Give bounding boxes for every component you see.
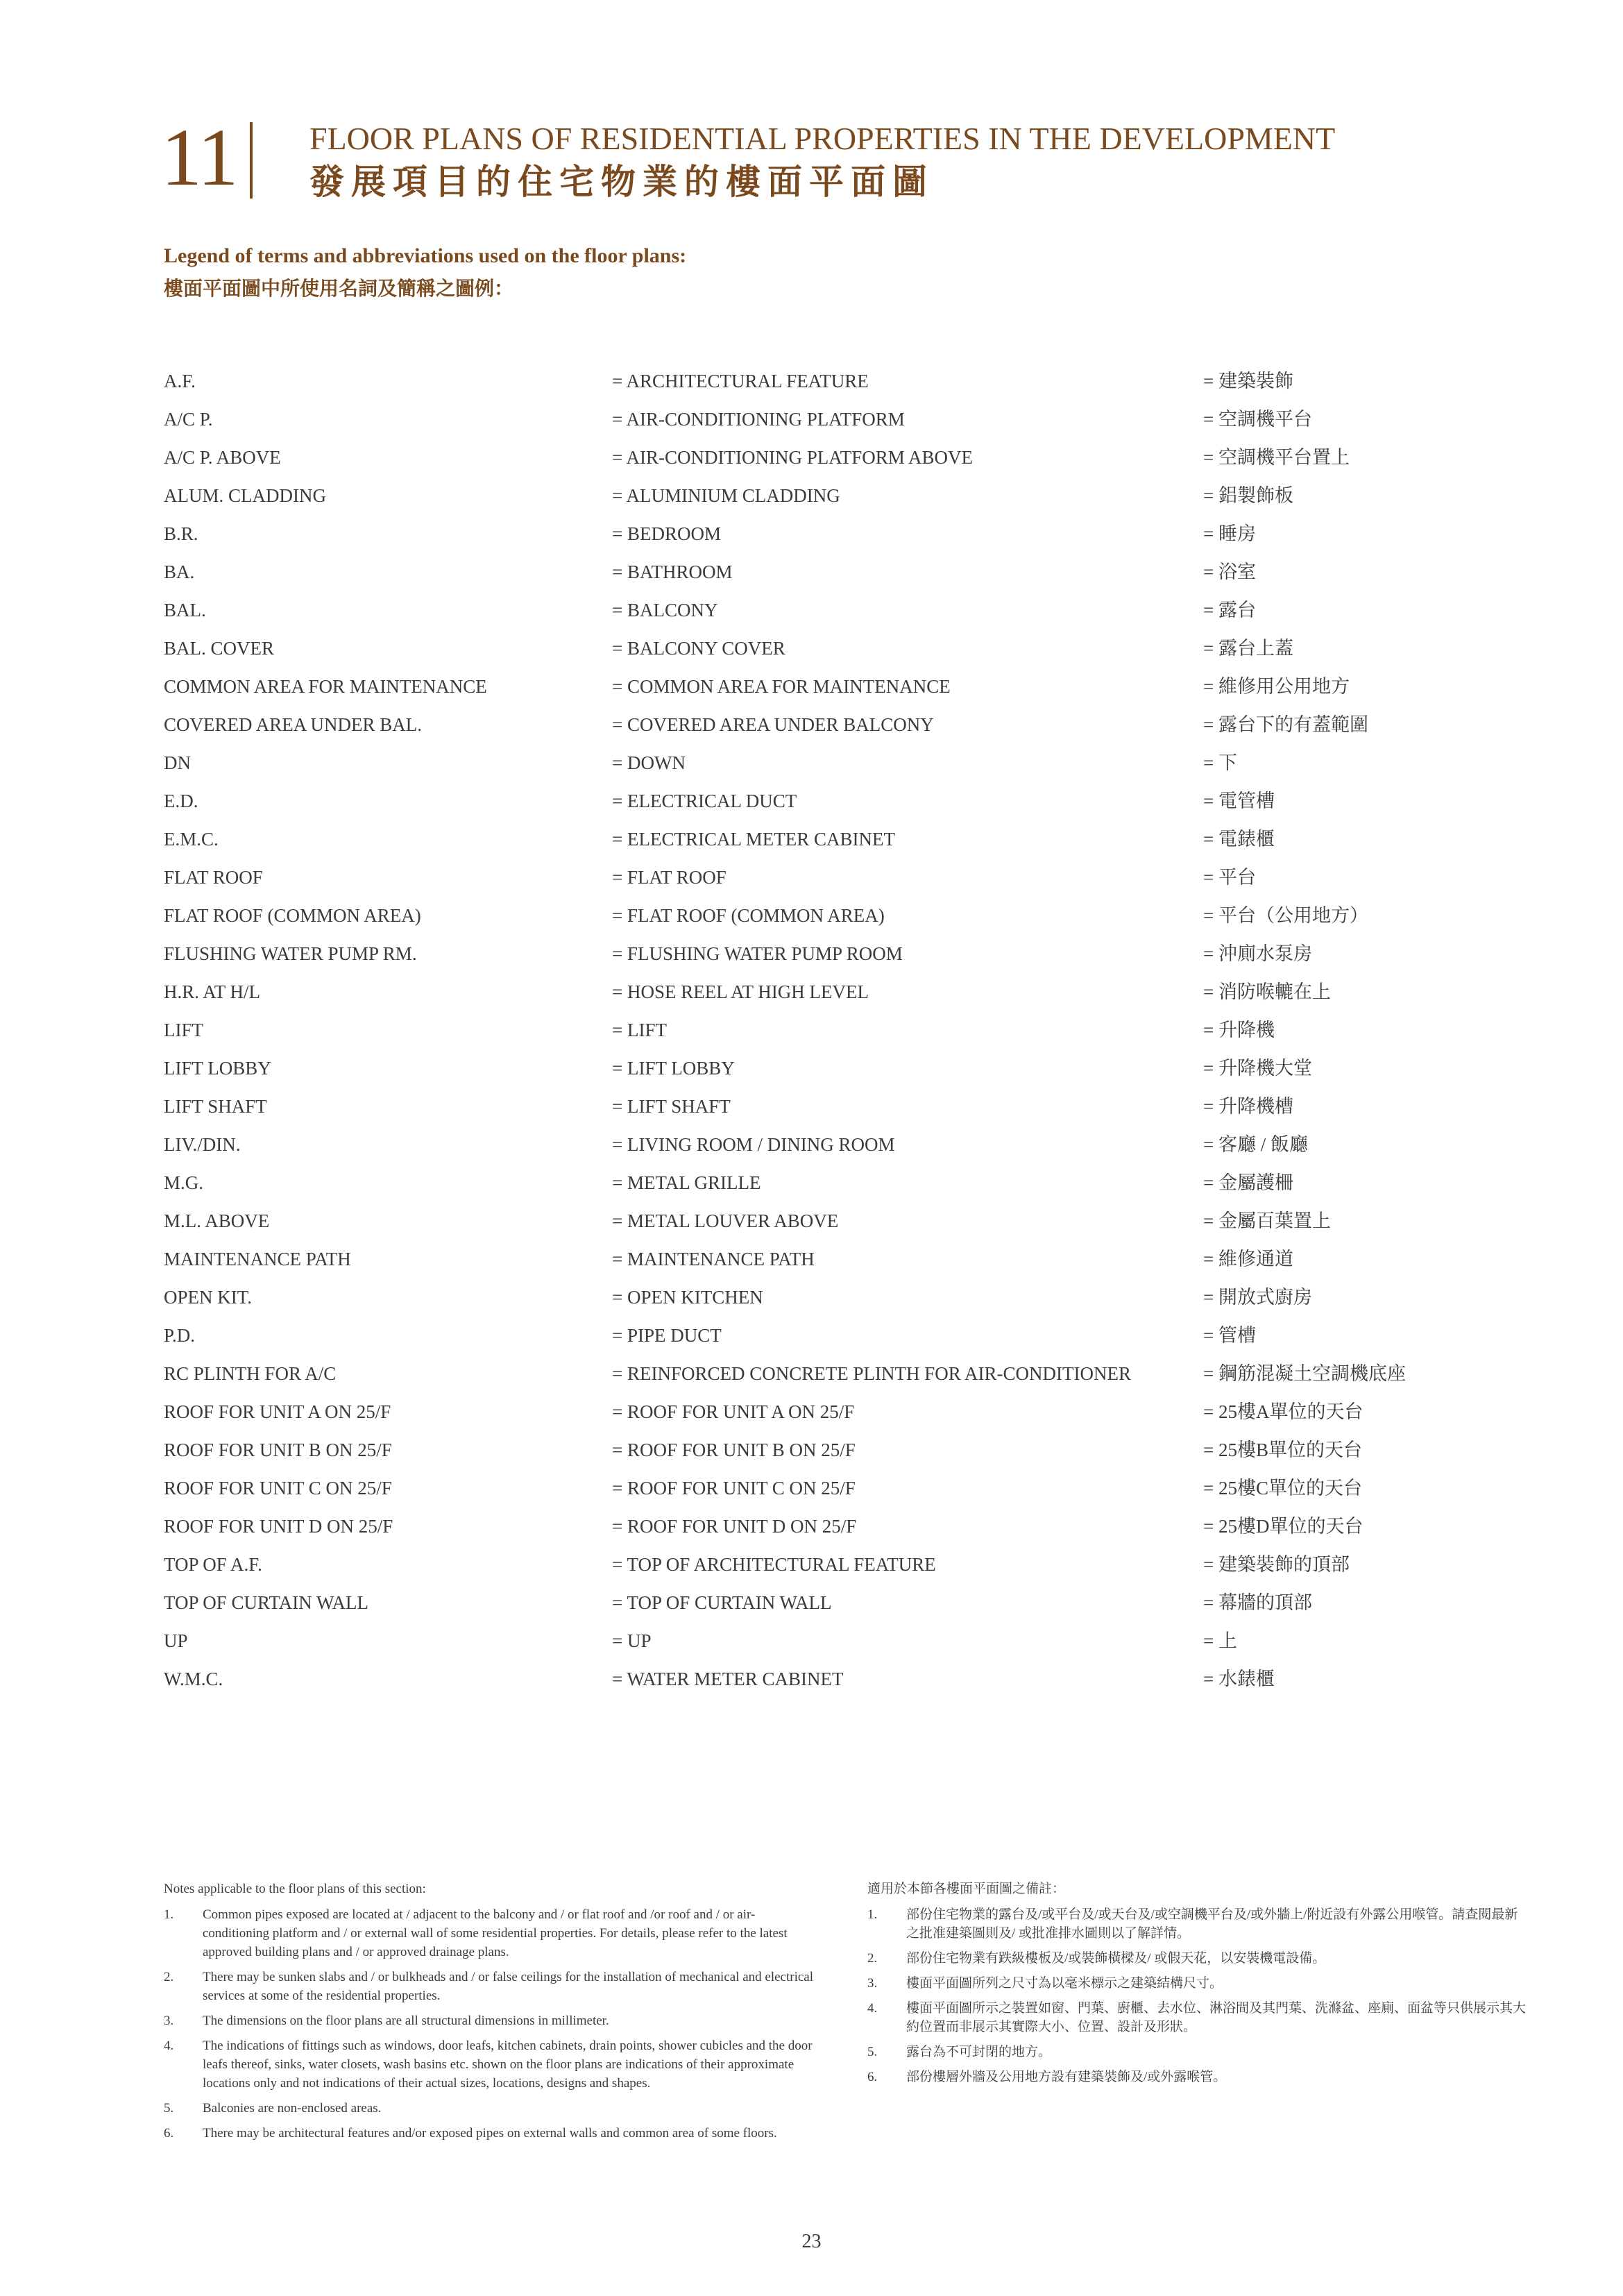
legend-abbreviation: LIV./DIN. (164, 1134, 241, 1155)
legend-row (164, 744, 1468, 782)
legend-definition-zh: = 維修通道 (1203, 1249, 1293, 1269)
legend-definition-en: = FLAT ROOF (COMMON AREA) (612, 905, 885, 926)
legend-abbreviation: DN (164, 752, 191, 773)
legend-definition-zh: = 25樓C單位的天台 (1203, 1478, 1362, 1499)
legend-definition-zh: = 露台下的有蓋範圍 (1203, 714, 1368, 735)
legend-abbreviation: H.R. AT H/L (164, 981, 261, 1002)
legend-definition-zh: = 電管槽 (1203, 791, 1275, 811)
note-text: 樓面平面圖所示之裝置如窗、門葉、廚櫃、去水位、淋浴間及其門葉、洗滌盆、座廁、面盆等只供展示其大約位置而非展示其實際大小、位置、設計及形狀。 (906, 2001, 1527, 2034)
note-item-zh (867, 2043, 1527, 2061)
legend-row (164, 477, 1468, 515)
legend-abbreviation: COMMON AREA FOR MAINTENANCE (164, 676, 487, 697)
legend-abbreviation: ROOF FOR UNIT D ON 25/F (164, 1516, 393, 1537)
legend-definition-en: = TOP OF CURTAIN WALL (612, 1592, 832, 1613)
page-number: 23 (801, 2231, 822, 2252)
legend-definition-en: = ROOF FOR UNIT B ON 25/F (612, 1440, 856, 1460)
legend-definition-zh: = 升降機大堂 (1203, 1058, 1312, 1079)
legend-definition-en: = DOWN (612, 752, 686, 773)
legend-definition-zh: = 建築裝飾的頂部 (1203, 1554, 1350, 1575)
legend-definition-zh: = 露台上蓋 (1203, 638, 1293, 659)
legend-row (164, 1393, 1468, 1431)
note-number: 6. (867, 2070, 878, 2084)
note-text: 部份住宅物業有跌級樓板及/或裝飾橫樑及/ 或假天花，以安裝機電設備。 (906, 1951, 1326, 1966)
page-title-en: FLOOR PLANS OF RESIDENTIAL PROPERTIES IN THE DEVELOPMENT (309, 121, 1336, 156)
note-text: 部份樓層外牆及公用地方設有建築裝飾及/或外露喉管。 (906, 2070, 1227, 2084)
legend-definition-en: = BATHROOM (612, 562, 733, 582)
note-number: 5. (164, 2101, 174, 2116)
legend-abbreviation: MAINTENANCE PATH (164, 1249, 351, 1269)
legend-abbreviation: E.D. (164, 791, 198, 811)
legend-definition-en: = METAL GRILLE (612, 1172, 761, 1193)
legend-row (164, 362, 1468, 400)
legend-definition-zh: = 金屬百葉置上 (1203, 1210, 1331, 1231)
legend-definition-en: = BEDROOM (612, 523, 721, 544)
legend-definition-zh: = 升降機 (1203, 1020, 1275, 1040)
legend-definition-en: = UP (612, 1630, 652, 1651)
legend-row (164, 782, 1468, 820)
notes-list-en (164, 1905, 816, 2143)
legend-abbreviation: TOP OF A.F. (164, 1554, 262, 1575)
legend-definition-zh: = 消防喉轆在上 (1203, 981, 1331, 1002)
legend-definition-en: = ROOF FOR UNIT A ON 25/F (612, 1401, 855, 1422)
section-number: 11 (161, 112, 237, 203)
legend-definition-zh: = 鋁製飾板 (1203, 485, 1293, 506)
legend-definition-en: = PIPE DUCT (612, 1325, 722, 1346)
note-number: 1. (164, 1907, 174, 1922)
legend-row (164, 1202, 1468, 1240)
note-number: 2. (867, 1951, 878, 1966)
legend-abbreviation: BA. (164, 562, 195, 582)
note-text: Balconies are non-enclosed areas. (203, 2101, 382, 2116)
legend-definition-en: = BALCONY (612, 600, 718, 621)
legend-abbreviation: P.D. (164, 1325, 196, 1346)
legend-row (164, 935, 1468, 973)
legend-row (164, 1660, 1468, 1698)
page-title-zh: 發展項目的住宅物業的樓面平面圖 (309, 162, 934, 201)
note-number: 6. (164, 2126, 174, 2141)
note-number: 2. (164, 1970, 174, 1984)
note-item-zh (867, 2068, 1527, 2086)
legend-definition-en: = COVERED AREA UNDER BALCONY (612, 714, 934, 735)
legend-abbreviation: ROOF FOR UNIT B ON 25/F (164, 1440, 392, 1460)
note-number: 4. (867, 2001, 878, 2016)
legend-abbreviation: ROOF FOR UNIT C ON 25/F (164, 1478, 392, 1499)
legend-abbreviation: M.L. ABOVE (164, 1210, 270, 1231)
legend-row (164, 859, 1468, 897)
legend-abbreviation: LIFT SHAFT (164, 1096, 267, 1117)
legend-row (164, 1546, 1468, 1584)
note-number: 5. (867, 2045, 878, 2059)
legend-row (164, 439, 1468, 477)
legend-row (164, 1126, 1468, 1164)
legend-abbreviation: B.R. (164, 523, 198, 544)
notes-zh (867, 1880, 1527, 2093)
legend-row (164, 1049, 1468, 1088)
note-item-zh (867, 1999, 1527, 2036)
legend-definition-zh: = 水錶櫃 (1203, 1669, 1275, 1689)
legend-definition-zh: = 客廳 / 飯廳 (1203, 1134, 1308, 1155)
legend-definition-en: = FLAT ROOF (612, 867, 726, 888)
note-text: Common pipes exposed are located at / adjacent to the balcony and / or flat roof and /or roof and / or air-conditioning platform and / or external wall of some residential properties. For details, please refer to the latest approved building plans and / or approved drainage plans. (203, 1907, 788, 1959)
legend-row (164, 706, 1468, 744)
legend-definition-zh: = 幕牆的頂部 (1203, 1592, 1312, 1613)
legend-definition-en: = LIFT (612, 1020, 667, 1040)
legend-row (164, 1240, 1468, 1278)
note-text: 部份住宅物業的露台及/或平台及/或天台及/或空調機平台及/或外牆上/附近設有外露公用喉管。請查閱最新之批准建築圖則及/ 或批准排水圖則以了解詳情。 (906, 1907, 1518, 1941)
note-item-en (164, 2011, 816, 2030)
legend-definition-zh: = 沖廁水泵房 (1203, 943, 1312, 964)
legend-heading-en: Legend of terms and abbreviations used on the floor plans: (164, 244, 687, 267)
legend-row (164, 630, 1468, 668)
legend-abbreviation: RC PLINTH FOR A/C (164, 1363, 337, 1384)
legend-row (164, 400, 1468, 439)
legend-row (164, 1317, 1468, 1355)
section-divider (250, 122, 253, 199)
legend-row (164, 1622, 1468, 1660)
legend-definition-en: = ARCHITECTURAL FEATURE (612, 371, 869, 391)
legend-definition-zh: = 建築裝飾 (1203, 371, 1293, 391)
legend-abbreviation: LIFT (164, 1020, 203, 1040)
legend-row (164, 1469, 1468, 1508)
legend-row (164, 515, 1468, 553)
legend-abbreviation: LIFT LOBBY (164, 1058, 271, 1079)
note-item-zh (867, 1974, 1527, 1993)
legend-definition-zh: = 升降機槽 (1203, 1096, 1293, 1117)
legend-definition-zh: = 25樓B單位的天台 (1203, 1440, 1362, 1460)
legend-row (164, 1355, 1468, 1393)
note-item-zh (867, 1949, 1527, 1968)
legend-definition-zh: = 空調機平台 (1203, 409, 1312, 430)
legend-abbreviation: ROOF FOR UNIT A ON 25/F (164, 1401, 391, 1422)
legend-abbreviation: ALUM. CLADDING (164, 485, 326, 506)
legend-row (164, 1011, 1468, 1049)
legend-definition-en: = COMMON AREA FOR MAINTENANCE (612, 676, 951, 697)
legend-row (164, 897, 1468, 935)
legend-definition-en: = BALCONY COVER (612, 638, 785, 659)
legend-row (164, 1431, 1468, 1469)
note-text: 露台為不可封閉的地方。 (906, 2045, 1052, 2059)
note-text: The dimensions on the floor plans are all structural dimensions in millimeter. (203, 2014, 609, 2028)
legend-definition-en: = ROOF FOR UNIT D ON 25/F (612, 1516, 857, 1537)
legend-row (164, 1508, 1468, 1546)
notes-list-zh (867, 1905, 1527, 2086)
legend-row (164, 1278, 1468, 1317)
legend-definition-en: = METAL LOUVER ABOVE (612, 1210, 839, 1231)
legend-definition-zh: = 維修用公用地方 (1203, 676, 1350, 697)
legend-definition-zh: = 電錶櫃 (1203, 829, 1275, 850)
legend-definition-zh: = 平台（公用地方） (1203, 905, 1368, 926)
note-item-zh (867, 1905, 1527, 1943)
legend-row (164, 973, 1468, 1011)
legend-definition-zh: = 管槽 (1203, 1325, 1256, 1346)
legend-definition-en: = ELECTRICAL DUCT (612, 791, 797, 811)
legend-definition-zh: = 下 (1203, 752, 1237, 773)
legend-heading-zh: 樓面平面圖中所使用名詞及簡稱之圖例： (164, 278, 514, 300)
legend-row (164, 591, 1468, 630)
note-number: 1. (867, 1907, 878, 1922)
legend-abbreviation: BAL. COVER (164, 638, 275, 659)
legend-definition-en: = REINFORCED CONCRETE PLINTH FOR AIR-CONDITIONER (612, 1363, 1131, 1384)
legend-definition-en: = LIFT SHAFT (612, 1096, 731, 1117)
note-text: 樓面平面圖所列之尺寸為以毫米標示之建築結構尺寸。 (906, 1976, 1223, 1991)
legend-row (164, 668, 1468, 706)
legend-abbreviation: A.F. (164, 371, 196, 391)
note-item-en (164, 2099, 816, 2118)
note-number: 4. (164, 2038, 174, 2053)
legend-abbreviation: A/C P. ABOVE (164, 447, 281, 468)
legend-abbreviation: OPEN KIT. (164, 1287, 252, 1308)
legend-abbreviation: A/C P. (164, 409, 213, 430)
note-text: There may be sunken slabs and / or bulkheads and / or false ceilings for the installation of mechanical and electrical services at some of the residential properties. (203, 1970, 814, 2003)
note-number: 3. (164, 2014, 174, 2028)
legend-definition-zh: = 25樓A單位的天台 (1203, 1401, 1363, 1422)
legend-definition-en: = ALUMINIUM CLADDING (612, 485, 840, 506)
legend-definition-en: = AIR-CONDITIONING PLATFORM (612, 409, 905, 430)
note-text: There may be architectural features and/or exposed pipes on external walls and common area of some floors. (203, 2126, 777, 2141)
legend-definition-en: = AIR-CONDITIONING PLATFORM ABOVE (612, 447, 973, 468)
legend-abbreviation: FLAT ROOF (COMMON AREA) (164, 905, 421, 926)
legend-abbreviation: W.M.C. (164, 1669, 223, 1689)
legend-definition-en: = TOP OF ARCHITECTURAL FEATURE (612, 1554, 936, 1575)
legend-definition-zh: = 浴室 (1203, 562, 1256, 582)
legend-row (164, 1584, 1468, 1622)
note-number: 3. (867, 1976, 878, 1991)
legend-table (164, 362, 1468, 1698)
legend-definition-zh: = 露台 (1203, 600, 1256, 621)
legend-definition-zh: = 空調機平台置上 (1203, 447, 1350, 468)
legend-row (164, 1088, 1468, 1126)
legend-definition-zh: = 鋼筋混凝土空調機底座 (1203, 1363, 1406, 1384)
legend-definition-zh: = 25樓D單位的天台 (1203, 1516, 1363, 1537)
legend-abbreviation: UP (164, 1630, 188, 1651)
legend-definition-zh: = 平台 (1203, 867, 1256, 888)
legend-definition-en: = MAINTENANCE PATH (612, 1249, 815, 1269)
notes-heading-en: Notes applicable to the floor plans of this section: (164, 1882, 426, 1896)
legend-definition-zh: = 金屬護柵 (1203, 1172, 1293, 1193)
legend-definition-zh: = 開放式廚房 (1203, 1287, 1312, 1308)
note-item-en (164, 2124, 816, 2143)
notes-heading-zh: 適用於本節各樓面平面圖之備註： (867, 1882, 1066, 1896)
legend-abbreviation: BAL. (164, 600, 206, 621)
legend-definition-en: = ELECTRICAL METER CABINET (612, 829, 895, 850)
note-item-en (164, 1968, 816, 2005)
note-item-en (164, 2036, 816, 2093)
legend-definition-en: = ROOF FOR UNIT C ON 25/F (612, 1478, 856, 1499)
legend-abbreviation: FLAT ROOF (164, 867, 263, 888)
note-item-en (164, 1905, 816, 1961)
legend-abbreviation: E.M.C. (164, 829, 219, 850)
legend-abbreviation: M.G. (164, 1172, 204, 1193)
legend-definition-en: = FLUSHING WATER PUMP ROOM (612, 943, 903, 964)
notes-en (164, 1880, 816, 2149)
legend-definition-zh: = 睡房 (1203, 523, 1256, 544)
legend-definition-en: = WATER METER CABINET (612, 1669, 844, 1689)
legend-definition-en: = OPEN KITCHEN (612, 1287, 763, 1308)
legend-definition-zh: = 上 (1203, 1630, 1237, 1651)
legend-row (164, 553, 1468, 591)
legend-row (164, 1164, 1468, 1202)
legend-abbreviation: FLUSHING WATER PUMP RM. (164, 943, 417, 964)
legend-definition-en: = HOSE REEL AT HIGH LEVEL (612, 981, 869, 1002)
legend-row (164, 820, 1468, 859)
legend-definition-en: = LIFT LOBBY (612, 1058, 735, 1079)
legend-definition-en: = LIVING ROOM / DINING ROOM (612, 1134, 895, 1155)
note-text: The indications of fittings such as windows, door leafs, kitchen cabinets, drain points, shower cubicles and the door leafs thereof, sinks, water closets, wash basins etc. shown on the floor plans are indications of their approximate locations only and not indications of their actual sizes, locations, designs and shapes. (203, 2038, 813, 2091)
legend-abbreviation: TOP OF CURTAIN WALL (164, 1592, 368, 1613)
legend-abbreviation: COVERED AREA UNDER BAL. (164, 714, 423, 735)
